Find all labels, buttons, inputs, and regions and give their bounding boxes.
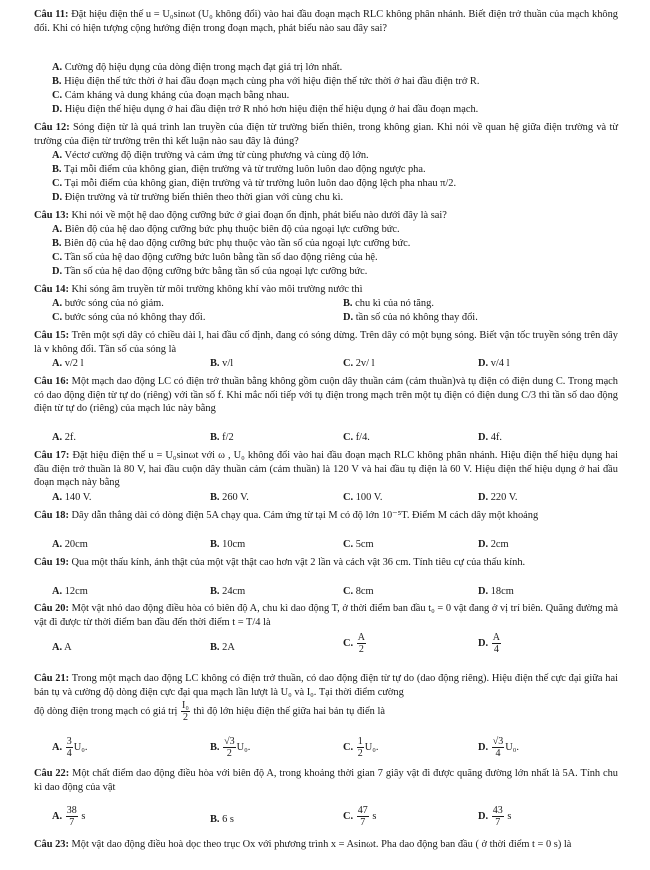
question-14: Câu 14: Khi sóng âm truyền từ môi trường không khí vào môi trường nước thì (34, 284, 363, 295)
q21-current-fraction: $\frac{\text{I₀}}{2}$ (182, 700, 189, 723)
q12-option-c[interactable]: C. Tại mỗi điểm của không gian, điện trường và từ trường luôn luôn dao động lệch pha nhau π/2. (52, 178, 457, 189)
q12-option-b[interactable]: B. Tại mỗi điểm của không gian, điện trường và từ trường luôn luôn dao động ngược pha. (52, 164, 426, 175)
q18-option-a[interactable]: A. 20cm (52, 539, 88, 550)
question-17: Câu 17: Đặt hiệu điện thế u = U₀sinωt với ω , U₀ không đổi vào hai đầu đoạn mạch RLC không phân nhánh. Hiệu điện thế hiệu dụng hai đầu điện trở thuần là 80 V, hai đầu cuộn dây thuần cảm (cảm thuần) là 120 V và hai đầu tụ điện là 60 V. Hiệu điện thế hiệu dụng ở hai đầu đoạn mạch này bằng (34, 450, 618, 489)
q22-c-fraction: $\frac{47}{7}$ (357, 805, 368, 828)
q17-option-d[interactable]: D. 220 V. (478, 492, 518, 503)
q20-option-d[interactable]: D. $\frac{A}{4}$ (478, 632, 500, 655)
question-22: Câu 22: Một chất điểm dao động điều hòa với biên độ A, trong khoảng thời gian 7 giây vật đi được quãng đường lớn nhất là 5A. Tính chu kì dao động của vật (34, 768, 618, 793)
q20-option-a[interactable]: A. A (52, 642, 72, 653)
q19-option-d[interactable]: D. 18cm (478, 586, 514, 597)
q21-a-fraction: $\frac{3}{4}$ (66, 736, 72, 759)
q11-option-d[interactable]: D. Hiệu điện thế hiệu dụng ở hai đầu điện trở R nhỏ hơn hiệu điện thế hiệu dụng ở hai đầu đoạn mạch. (52, 104, 479, 115)
q12-option-d[interactable]: D. Điện trường và từ trường biến thiên theo thời gian với cùng chu kì. (52, 192, 344, 203)
question-13: Câu 13: Khi nói về một hệ dao động cưỡng bức ở giai đoạn ổn định, phát biểu nào dưới đây là sai? (34, 210, 447, 221)
q21-option-c[interactable]: C. $\frac{1}{2}$ U₀. (343, 736, 379, 759)
q20-option-b[interactable]: B. 2A (210, 642, 235, 653)
question-12: Câu 12: Sóng điện từ là quá trình lan truyền của điện từ trường biến thiên, trong không gian. Khi nói về quan hệ giữa điện trường và từ trường của điện từ trường trên thì kết luận nào sau đây là đúng? (34, 122, 618, 147)
q22-option-a[interactable]: A. $\frac{38}{7}$ s (52, 805, 86, 828)
q22-a-fraction: $\frac{38}{7}$ (66, 805, 77, 828)
q14-option-b[interactable]: B. chu kì của nó tăng. (343, 298, 434, 309)
q11-option-a[interactable]: A. Cường độ hiệu dụng của dòng điện trong mạch đạt giá trị lớn nhất. (52, 62, 343, 73)
q11-option-b[interactable]: B. Hiệu điện thế tức thời ở hai đầu đoạn mạch cùng pha với hiệu điện thế tức thời ở hai đầu điện trở R. (52, 76, 480, 87)
q15-option-c[interactable]: C. 2v/ l (343, 358, 375, 369)
q18-option-c[interactable]: C. 5cm (343, 539, 374, 550)
question-15: Câu 15: Trên một sợi dây có chiều dài l, hai đầu cố định, đang có sóng dừng. Trên dây có một bụng sóng. Biết vận tốc truyền sóng trên dây là v không đổi. Tần số của sóng là (34, 330, 618, 355)
q14-option-d[interactable]: D. tần số của nó không thay đổi. (343, 312, 478, 323)
q14-option-a[interactable]: A. bước sóng của nó giảm. (52, 298, 164, 309)
q22-option-b[interactable]: B. 6 s (210, 814, 234, 825)
q19-option-a[interactable]: A. 12cm (52, 586, 88, 597)
q18-option-d[interactable]: D. 2cm (478, 539, 509, 550)
q20-option-c[interactable]: C. $\frac{A}{2}$ (343, 632, 365, 655)
q18-option-b[interactable]: B. 10cm (210, 539, 246, 550)
q15-option-a[interactable]: A. v/2 l (52, 358, 84, 369)
q22-option-d[interactable]: D. $\frac{43}{7}$ s (478, 805, 512, 828)
q15-option-b[interactable]: B. v/l (210, 358, 234, 369)
question-16: Câu 16: Một mạch dao động LC có điện trở thuần bằng không gồm cuộn dây thuần cảm (cảm thuần)và tụ điện có điện dung C. Trong mạch có dao động điện từ tự do (riêng) với tần số f. Khi mắc nối tiếp với tụ điện trong mạch trên một tụ điện có điện dung C/3 thì tần số dao động điện từ tự do (riêng) của mạch lúc này bằng (34, 376, 618, 415)
question-19: Câu 19: Qua một thấu kính, ảnh thật của một vật thật cao hơn vật 2 lần và cách vật 36 cm. Tính tiêu cự của thấu kính. (34, 557, 526, 568)
question-11: Câu 11: Đặt hiệu điện thế u = U₀sinωt (U₀ không đổi) vào hai đầu đoạn mạch RLC không phân nhánh. Biết điện trở thuần của mạch không đổi. Khi có hiện tượng cộng hưởng điện trong đoạn mạch, phát biểu nào sau đây sai? (34, 9, 618, 34)
q20-d-fraction: $\frac{A}{4}$ (492, 632, 500, 655)
q16-option-d[interactable]: D. 4f. (478, 432, 502, 443)
q14-option-c[interactable]: C. bước sóng của nó không thay đổi. (52, 312, 206, 323)
question-18: Câu 18: Dây dẫn thẳng dài có dòng điện 5A chạy qua. Cảm ứng từ tại M có độ lớn 10⁻⁵T. Điểm M cách dây một khoảng (34, 510, 539, 521)
q16-option-b[interactable]: B. f/2 (210, 432, 234, 443)
q13-option-a[interactable]: A. Biên độ của hệ dao động cưỡng bức phụ thuộc biên độ của ngoại lực cưỡng bức. (52, 224, 400, 235)
q21-option-d[interactable]: D. $\frac{√3}{4}$ U₀. (478, 736, 519, 759)
q21-option-b[interactable]: B. $\frac{√3}{2}$ U₀. (210, 736, 251, 759)
q19-option-c[interactable]: C. 8cm (343, 586, 374, 597)
q12-option-a[interactable]: A. Véctơ cường độ điện trường và cảm ứng từ cùng phương và cùng độ lớn. (52, 150, 369, 161)
q13-option-c[interactable]: C. Tần số của hệ dao động cưỡng bức luôn bằng tần số dao động riêng của hệ. (52, 252, 378, 263)
q22-d-fraction: $\frac{43}{7}$ (492, 805, 503, 828)
question-21: Câu 21: Trong một mạch dao động LC không có điện trở thuần, có dao động điện từ tự do (dao động riêng). Hiệu điện thế cực đại giữa hai bản tụ và cường độ dòng điện cực đại qua mạch lần lượt là U₀ và I₀. Tại thời điểm cường (34, 673, 618, 698)
q11-option-c[interactable]: C. Cảm kháng và dung kháng của đoạn mạch bằng nhau. (52, 90, 290, 101)
q16-option-c[interactable]: C. f/4. (343, 432, 370, 443)
q17-option-c[interactable]: C. 100 V. (343, 492, 383, 503)
q21-d-fraction: $\frac{√3}{4}$ (492, 736, 504, 759)
q19-option-b[interactable]: B. 24cm (210, 586, 246, 597)
q22-option-c[interactable]: C. $\frac{47}{7}$ s (343, 805, 377, 828)
q17-option-b[interactable]: B. 260 V. (210, 492, 249, 503)
q15-option-d[interactable]: D. v/4 l (478, 358, 510, 369)
q21-b-fraction: $\frac{√3}{2}$ (224, 736, 235, 759)
q17-option-a[interactable]: A. 140 V. (52, 492, 92, 503)
q16-option-a[interactable]: A. 2f. (52, 432, 76, 443)
q21-c-fraction: $\frac{1}{2}$ (357, 736, 363, 759)
q21-line-2: độ dòng điện trong mạch có giá trị $\frac{\text{I₀}}{2}$ thì độ lớn hiệu điện thế giữa hai bản tụ điển là (34, 700, 385, 723)
q21-option-a[interactable]: A. $\frac{3}{4}$ U₀. (52, 736, 88, 759)
q13-option-d[interactable]: D. Tần số của hệ dao động cưỡng bức bằng tần số của ngoại lực cưỡng bức. (52, 266, 368, 277)
question-23: Câu 23: Một vật dao động điều hoà dọc theo trục Ox với phương trình x = Asinωt. Pha dao động ban đầu ( ở thời điểm t = 0 s) là (34, 839, 572, 850)
question-20: Câu 20: Một vật nhỏ dao động điều hòa có biên độ A, chu kì dao động T, ở thời điểm ban đầu t₀ = 0 vật đang ở vị trí biên. Quãng đường mà vật đi được từ thời điểm ban đầu đến thời điểm t = T/4 là (34, 603, 618, 628)
q20-c-fraction: $\frac{A}{2}$ (357, 632, 365, 655)
q13-option-b[interactable]: B. Biên độ của hệ dao động cưỡng bức phụ thuộc vào tần số của ngoại lực cưỡng bức. (52, 238, 411, 249)
